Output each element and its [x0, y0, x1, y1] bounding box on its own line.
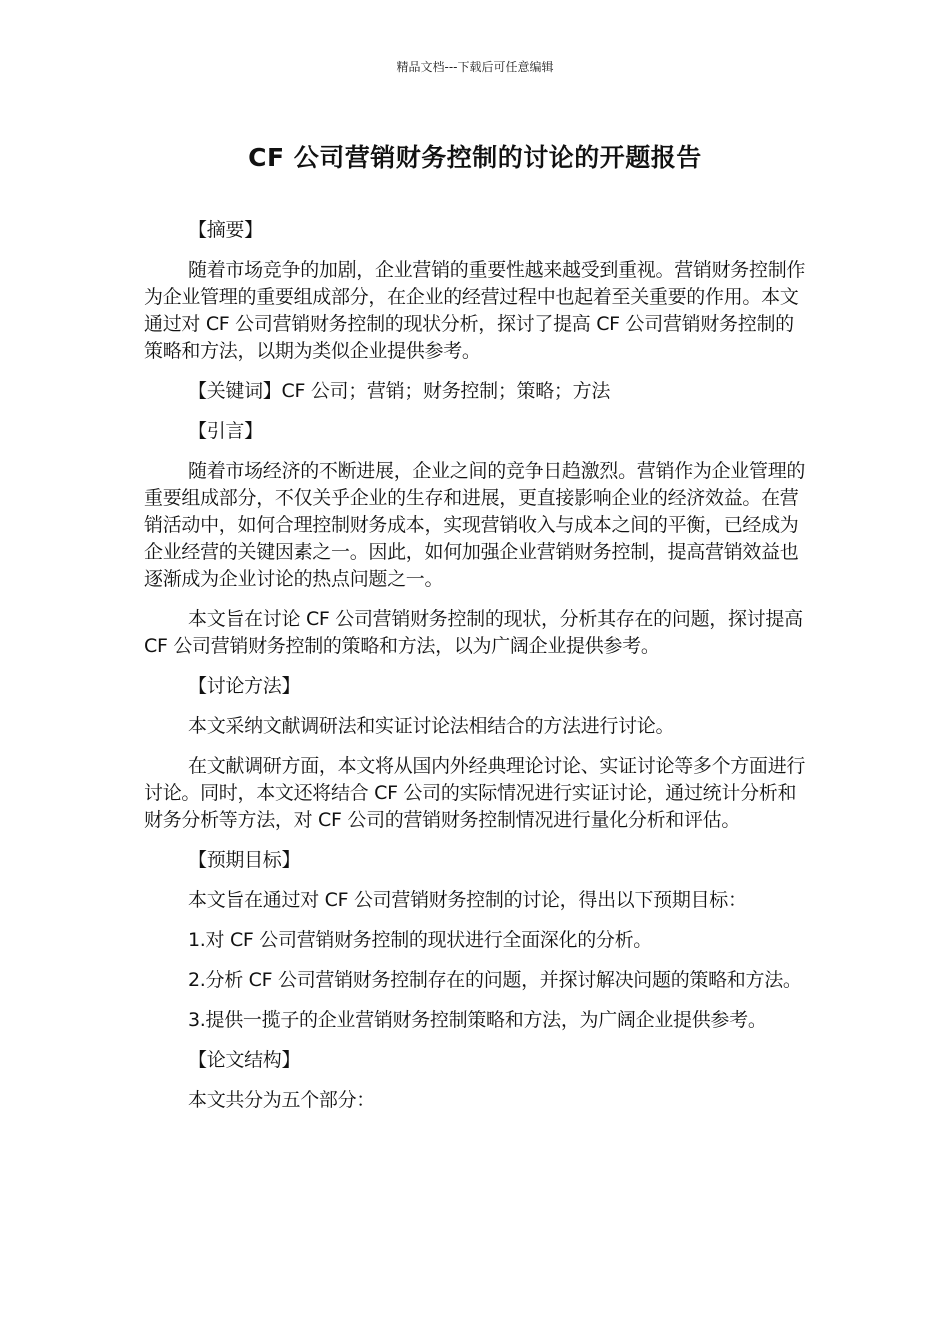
document-title: CF 公司营销财务控制的讨论的开题报告: [248, 143, 702, 172]
document-body: [144, 217, 806, 1127]
methods-paragraph-2: 在文献调研方面，本文将从国内外经典理论讨论、实证讨论等多个方面进行讨论。同时，本文还将结合 CF 公司的实际情况进行实证讨论，通过统计分析和财务分析等方法，对 CF 公司的营销财务控制情况进行量化分析和评估。: [144, 755, 806, 831]
goal-item-2: 2.分析 CF 公司营销财务控制存在的问题，并探讨解决问题的策略和方法。: [188, 969, 802, 991]
section-heading-goals: 【预期目标】: [188, 849, 301, 871]
goal-item-1: 1.对 CF 公司营销财务控制的现状进行全面深化的分析。: [188, 929, 653, 951]
section-heading-methods: 【讨论方法】: [188, 675, 301, 697]
abstract-paragraph: 随着市场竞争的加剧，企业营销的重要性越来越受到重视。营销财务控制作为企业管理的重要组成部分，在企业的经营过程中也起着至关重要的作用。本文通过对 CF 公司营销财务控制的现状分析，探讨了提高 CF 公司营销财务控制的策略和方法，以期为类似企业提供参考。: [144, 259, 806, 362]
section-heading-structure: 【论文结构】: [188, 1049, 301, 1071]
section-heading-abstract: 【摘要】: [188, 219, 263, 241]
section-heading-introduction: 【引言】: [188, 420, 263, 442]
goal-item-3: 3.提供一揽子的企业营销财务控制策略和方法，为广阔企业提供参考。: [188, 1009, 767, 1031]
keywords-paragraph: 【关键词】CF 公司；营销；财务控制；策略；方法: [188, 380, 611, 402]
methods-paragraph-1: 本文采纳文献调研法和实证讨论法相结合的方法进行讨论。: [188, 715, 675, 737]
introduction-paragraph-1: 随着市场经济的不断进展，企业之间的竞争日趋激烈。营销作为企业管理的重要组成部分，不仅关乎企业的生存和进展，更直接影响企业的经济效益。在营销活动中，如何合理控制财务成本，实现营销收入与成本之间的平衡，已经成为企业经营的关键因素之一。因此，如何加强企业营销财务控制，提高营销效益也逐渐成为企业讨论的热点问题之一。: [144, 460, 806, 590]
document-header-note: 精品文档---下载后可任意编辑: [396, 60, 554, 74]
structure-intro-paragraph: 本文共分为五个部分：: [188, 1089, 376, 1111]
goals-intro-paragraph: 本文旨在通过对 CF 公司营销财务控制的讨论，得出以下预期目标：: [188, 889, 747, 911]
introduction-paragraph-2: 本文旨在讨论 CF 公司营销财务控制的现状，分析其存在的问题，探讨提高 CF 公司营销财务控制的策略和方法，以为广阔企业提供参考。: [144, 608, 803, 657]
